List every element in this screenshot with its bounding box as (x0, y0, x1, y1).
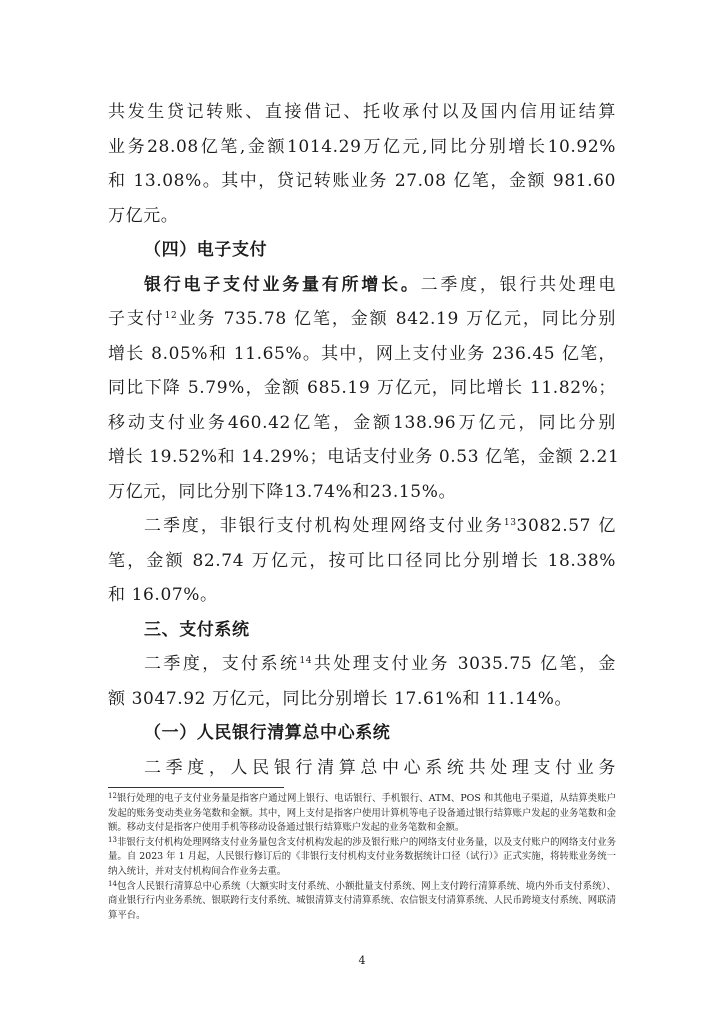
paragraph-line: 笔，金额 82.74 万亿元，按可比口径同比分别增长 18.38% (108, 550, 616, 571)
footnote-mark: 12 (108, 792, 117, 800)
paragraph-line: 二季度，人民银行清算总中心系统共处理支付业务 (144, 757, 616, 778)
footnotes (108, 792, 616, 923)
footnote-ref-12[interactable]: 12 (164, 311, 178, 321)
paragraph-line (108, 647, 616, 682)
paragraph-line: 增长 19.52%和 14.29%；电话支付业务 0.53 亿笔，金额 2.21 (108, 447, 620, 467)
paragraph-line (108, 302, 616, 337)
paragraph-text: 子支付 (108, 309, 165, 329)
paragraph-line: 和 13.08%。其中，贷记转账业务 27.08 亿笔，金额 981.60 (108, 171, 616, 191)
section-heading-e-payment: （四）电子支付 (144, 240, 268, 260)
paragraph-line: 万亿元。 (108, 205, 179, 226)
paragraph-text: 业务 735.78 亿笔，金额 842.19 万亿元，同比分别 (177, 309, 616, 329)
paragraph-line (108, 268, 616, 303)
paragraph-text: 二季度，银行共处理电 (420, 274, 616, 295)
page-number: 4 (358, 954, 366, 967)
footnote-text: 非银行支付机构处理网络支付业务量包含支付机构发起的涉及银行账户的网络支付业务量，以及支付账户的网络支付业务量。自 2023 年 1 月起，人民银行修订后的《非银行支付机构支付业务数据统计口径（试行）》正式实施，将转账业务统一纳入统计，并对支付机构间合作业务去重。 (108, 836, 616, 877)
paragraph-text: 二季度，支付系统 (144, 654, 300, 674)
paragraph-text: 共处理支付业务 3035.75 亿笔，金 (312, 654, 616, 674)
paragraph-text: 3082.57 亿 (516, 516, 616, 536)
footnote-text: 银行处理的电子支付业务量是指客户通过网上银行、电话银行、手机银行、ATM、POS 和其他电子渠道，从结算类账户发起的账务变动类业务笔数和金额。其中，网上支付是指客户使用计算机等电子设备通过银行结算账户发起的业务笔数和金额。移动支付是指客户使用手机等移动设备通过银行结算账户发起的业务笔数和金额。 (108, 793, 616, 834)
paragraph-line: 万亿元，同比分别下降13.74%和23.15%。 (108, 481, 457, 502)
footnote-14 (108, 880, 616, 924)
footnote-mark: 14 (108, 879, 117, 888)
footnote-ref-13[interactable]: 13 (503, 518, 517, 528)
paragraph-line: 同比下降 5.79%，金额 685.19 万亿元，同比增长 11.82%； (108, 378, 616, 398)
paragraph-line: 和 16.07%。 (108, 585, 218, 605)
footnote-mark: 13 (108, 835, 117, 844)
paragraph-text: 二季度，非银行支付机构处理网络支付业务 (144, 516, 504, 536)
footnote-divider (108, 787, 284, 788)
paragraph-line: 共发生贷记转账、直接借记、托收承付以及国内信用证结算 (108, 102, 616, 122)
paragraph-line: 增长 8.05%和 11.65%。其中，网上支付业务 236.45 亿笔， (108, 343, 616, 364)
paragraph-line: 移动支付业务460.42亿笔，金额138.96万亿元，同比分别 (108, 412, 616, 433)
footnote-ref-14[interactable]: 14 (299, 656, 313, 666)
body-text (108, 95, 620, 785)
paragraph-line: 业务28.08亿笔,金额1014.29万亿元,同比分别增长10.92% (108, 136, 616, 157)
footnote-13 (108, 836, 616, 880)
paragraph-line: 额 3047.92 万亿元，同比分别增长 17.61%和 11.14%。 (108, 688, 573, 709)
footnote-text: 包含人民银行清算总中心系统（大额实时支付系统、小额批量支付系统、网上支付跨行清算系统、境内外币支付系统）、商业银行行内业务系统、银联跨行支付系统、城银清算支付清算系统、农信银支付清算系统、人民币跨境支付系统、网联清算平台。 (108, 880, 616, 921)
lead-sentence: 银行电子支付业务量有所增长。 (144, 274, 421, 295)
section-heading-payment-system: 三、支付系统 (144, 619, 250, 640)
section-heading-pboc-clearing: （一）人民银行清算总中心系统 (144, 723, 391, 743)
footnote-12 (108, 792, 616, 836)
paragraph-line (108, 509, 616, 544)
